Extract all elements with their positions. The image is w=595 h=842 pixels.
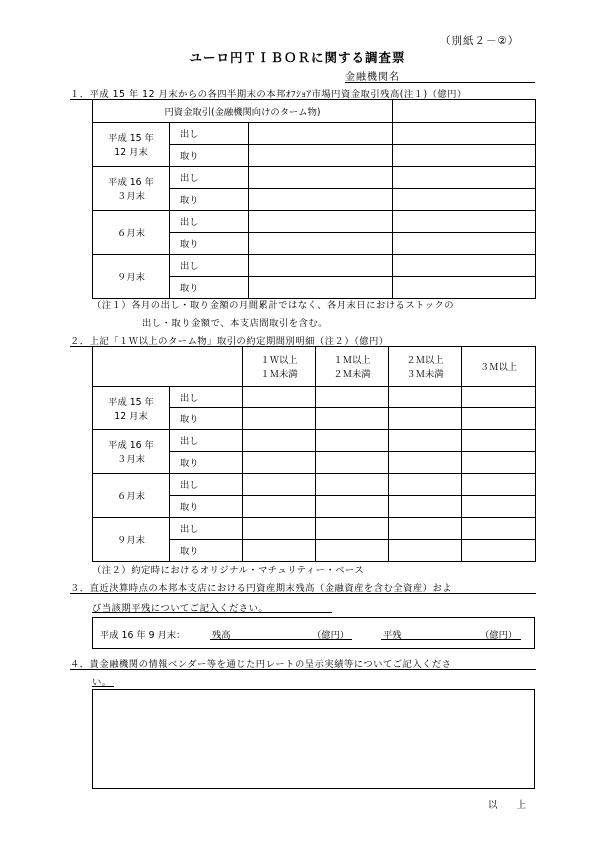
average-balance-field[interactable]	[381, 639, 521, 640]
s1-row-label: 出し	[170, 166, 249, 188]
section3-heading-line2: び当該期平残についてご記入ください。	[92, 603, 269, 614]
section2-heading: ２．上記「１Ｗ以上のターム物」取引の約定期間別明細（注２）（億円）	[70, 336, 389, 347]
section3-date-label: 平成 16 年 9 月末：	[100, 630, 186, 641]
s2-input-cell[interactable]	[389, 451, 462, 473]
s2-input-cell[interactable]	[243, 495, 316, 517]
section3-balance-label: 残高	[212, 630, 231, 641]
s2-row-label: 取り	[170, 539, 243, 561]
end-text: 以 上	[488, 800, 527, 811]
s2-input-cell[interactable]	[316, 429, 389, 451]
section2-table	[92, 346, 536, 562]
s1-input-cell[interactable]	[393, 210, 536, 232]
s2-input-cell[interactable]	[243, 517, 316, 539]
s2-input-cell[interactable]	[316, 539, 389, 561]
s2-col-header: １Ｍ以上 ２Ｍ未満	[316, 346, 389, 386]
s2-input-cell[interactable]	[389, 517, 462, 539]
s2-input-cell[interactable]	[462, 495, 536, 517]
s1-row-label: 出し	[170, 122, 249, 144]
s2-input-cell[interactable]	[389, 473, 462, 495]
section1-note-line2: 出し・取り金額で、本支店間取引を含む。	[142, 318, 328, 329]
s1-input-cell[interactable]	[393, 188, 536, 210]
s2-input-cell[interactable]	[389, 407, 462, 429]
s1-period-3: ６月末	[93, 210, 170, 254]
s2-row-label: 出し	[170, 473, 243, 495]
s1-input-cell[interactable]	[249, 210, 393, 232]
s2-input-cell[interactable]	[316, 495, 389, 517]
s2-input-cell[interactable]	[462, 386, 536, 407]
s1-row-label: 出し	[170, 210, 249, 232]
section4-heading-line1: ４．貴金融機関の情報ベンダー等を通じた円レートの呈示実績等についてご記入くださ	[70, 659, 452, 670]
s2-input-cell[interactable]	[316, 407, 389, 429]
section3-balance-unit: （億円）	[312, 630, 350, 641]
s2-period-4: ９月末	[93, 517, 170, 561]
s2-input-cell[interactable]	[462, 473, 536, 495]
s2-input-cell[interactable]	[316, 451, 389, 473]
institution-name-label: 金融機関名	[345, 72, 400, 83]
section3-heading-underline2	[92, 612, 332, 613]
s1-input-cell[interactable]	[393, 254, 536, 276]
s2-row-label: 出し	[170, 386, 243, 407]
s2-row-label: 取り	[170, 451, 243, 473]
s2-col-header: １Ｗ以上 １Ｍ未満	[243, 346, 316, 386]
s2-input-cell[interactable]	[462, 451, 536, 473]
s2-input-cell[interactable]	[243, 451, 316, 473]
s1-input-cell[interactable]	[249, 144, 393, 166]
s1-input-cell[interactable]	[393, 232, 536, 254]
section3-average-label: 平残	[383, 630, 402, 641]
section1-note-line1: （注１）各月の出し・取り金額の月間累計ではなく、各月末日におけるストックの	[92, 300, 455, 311]
attachment-label: （別紙２－②）	[440, 35, 520, 47]
s2-period-3: ６月末	[93, 473, 170, 517]
s1-period-4: ９月末	[93, 254, 170, 298]
section4-heading-underline1	[70, 669, 536, 670]
s2-input-cell[interactable]	[462, 517, 536, 539]
s1-input-cell[interactable]	[393, 166, 536, 188]
s2-input-cell[interactable]	[243, 386, 316, 407]
s2-input-cell[interactable]	[462, 407, 536, 429]
s1-row-label: 取り	[170, 232, 249, 254]
s1-row-label: 出し	[170, 254, 249, 276]
s2-input-cell[interactable]	[243, 473, 316, 495]
s2-col-header: ３Ｍ以上	[462, 346, 536, 386]
s1-row-label: 取り	[170, 276, 249, 298]
s1-input-cell[interactable]	[393, 122, 536, 144]
s2-period-1: 平成 15 年 12 月末	[93, 386, 170, 429]
page-title: ユーロ円ＴＩＢＯＲに関する調査票	[189, 50, 406, 65]
s2-input-cell[interactable]	[316, 517, 389, 539]
institution-name-field[interactable]	[345, 80, 535, 83]
section2-note: （注２）約定時におけるオリジナル・マチュリティー・ベース	[92, 565, 365, 576]
s1-input-cell[interactable]	[393, 144, 536, 166]
section4-heading-line2: い。	[92, 677, 112, 688]
section4-response-area[interactable]	[92, 689, 535, 789]
s2-input-cell[interactable]	[243, 429, 316, 451]
section3-heading-line1: ３．直近決算時点の本邦本支店における円資産期末残高（金融資産を含む全資産）およ	[70, 583, 453, 594]
s1-input-cell[interactable]	[249, 232, 393, 254]
s1-period-2: 平成 16 年 ３月末	[93, 166, 170, 210]
section1-table	[92, 100, 536, 299]
s2-input-cell[interactable]	[389, 386, 462, 407]
s1-input-cell[interactable]	[393, 276, 536, 298]
s2-row-label: 出し	[170, 517, 243, 539]
s2-input-cell[interactable]	[243, 539, 316, 561]
s2-input-cell[interactable]	[462, 539, 536, 561]
s2-row-label: 取り	[170, 407, 243, 429]
s2-input-cell[interactable]	[389, 429, 462, 451]
section1-heading: １．平成 15 年 12 月末からの各四半期末の本邦ｵﾌｼｮｱ市場円資金取引残高(注１)（億円）	[70, 89, 467, 100]
s1-input-cell[interactable]	[249, 122, 393, 144]
s2-input-cell[interactable]	[316, 473, 389, 495]
balance-field[interactable]	[210, 639, 352, 640]
section2-header-blank	[93, 346, 243, 386]
s2-input-cell[interactable]	[316, 386, 389, 407]
s1-period-1: 平成 15 年 12 月末	[93, 122, 170, 166]
s2-input-cell[interactable]	[462, 429, 536, 451]
s2-row-label: 取り	[170, 495, 243, 517]
section4-heading-underline2	[92, 686, 114, 687]
section3-average-unit: （億円）	[480, 630, 518, 641]
s2-col-header: ２Ｍ以上 ３Ｍ未満	[389, 346, 462, 386]
section1-header-extra	[393, 100, 536, 122]
s1-input-cell[interactable]	[249, 276, 393, 298]
section3-heading-underline1	[70, 593, 536, 594]
s2-row-label: 出し	[170, 429, 243, 451]
s2-input-cell[interactable]	[243, 407, 316, 429]
s1-row-label: 取り	[170, 144, 249, 166]
s1-input-cell[interactable]	[249, 166, 393, 188]
s1-row-label: 取り	[170, 188, 249, 210]
section1-header-cell: 円資金取引(金融機関向けのターム物)	[93, 100, 393, 122]
s2-input-cell[interactable]	[389, 495, 462, 517]
s2-input-cell[interactable]	[389, 539, 462, 561]
s1-input-cell[interactable]	[249, 254, 393, 276]
s2-period-2: 平成 16 年 ３月末	[93, 429, 170, 473]
s1-input-cell[interactable]	[249, 188, 393, 210]
